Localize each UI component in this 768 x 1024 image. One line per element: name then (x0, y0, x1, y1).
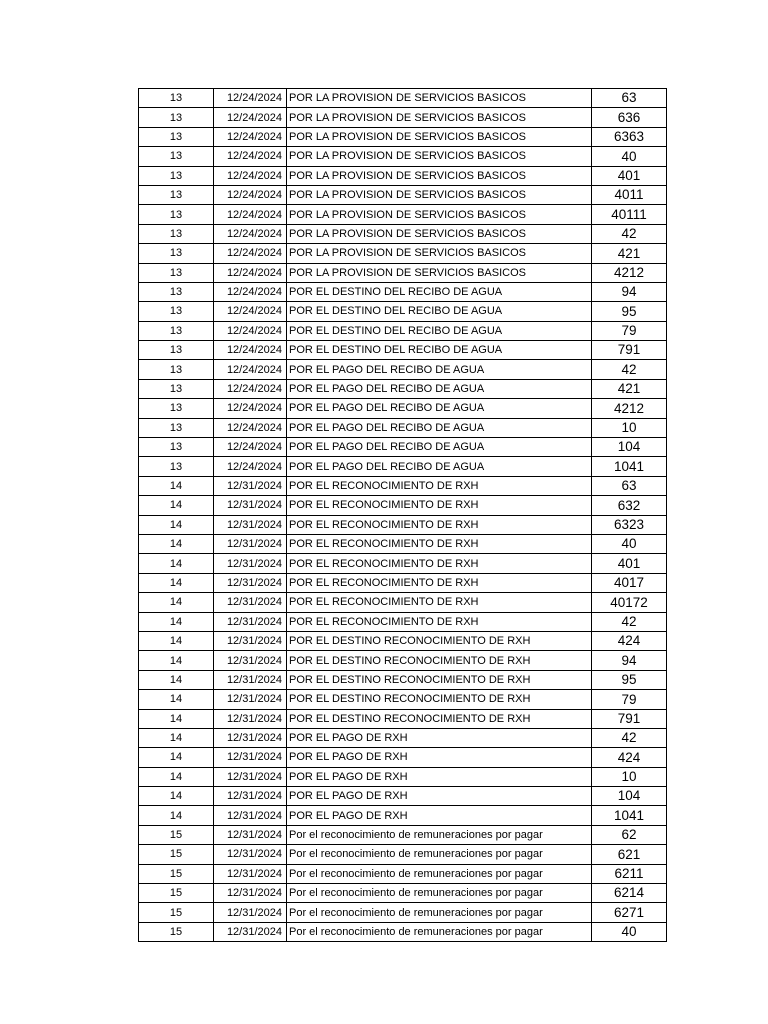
date-cell: 12/24/2024 (214, 457, 287, 476)
date-cell: 12/24/2024 (214, 360, 287, 379)
table-row (139, 438, 667, 457)
table-row (139, 728, 667, 747)
date-cell: 12/31/2024 (214, 903, 287, 922)
account-cell: 791 (592, 709, 667, 728)
entry-number-cell: 14 (139, 651, 214, 670)
account-cell: 6323 (592, 515, 667, 534)
description-cell: POR EL DESTINO RECONOCIMIENTO DE RXH (287, 670, 592, 689)
account-cell: 42 (592, 360, 667, 379)
date-cell: 12/24/2024 (214, 341, 287, 360)
account-cell: 636 (592, 108, 667, 127)
table-row (139, 108, 667, 127)
account-cell: 95 (592, 302, 667, 321)
entry-number-cell: 13 (139, 457, 214, 476)
entry-number-cell: 13 (139, 89, 214, 108)
account-cell: 63 (592, 476, 667, 495)
date-cell: 12/31/2024 (214, 922, 287, 941)
description-cell: Por el reconocimiento de remuneraciones por pagar (287, 922, 592, 941)
date-cell: 12/24/2024 (214, 224, 287, 243)
date-cell: 12/31/2024 (214, 825, 287, 844)
description-cell: POR LA PROVISION DE SERVICIOS BASICOS (287, 224, 592, 243)
entry-number-cell: 14 (139, 554, 214, 573)
date-cell: 12/31/2024 (214, 845, 287, 864)
table-row (139, 573, 667, 592)
date-cell: 12/24/2024 (214, 302, 287, 321)
table-row (139, 884, 667, 903)
entry-number-cell: 14 (139, 476, 214, 495)
account-cell: 40 (592, 534, 667, 553)
entry-number-cell: 14 (139, 612, 214, 631)
description-cell: POR LA PROVISION DE SERVICIOS BASICOS (287, 147, 592, 166)
date-cell: 12/24/2024 (214, 185, 287, 204)
table-row (139, 825, 667, 844)
entry-number-cell: 14 (139, 631, 214, 650)
entry-number-cell: 15 (139, 864, 214, 883)
description-cell: POR EL PAGO DE RXH (287, 728, 592, 747)
description-cell: POR LA PROVISION DE SERVICIOS BASICOS (287, 205, 592, 224)
account-cell: 6214 (592, 884, 667, 903)
account-cell: 95 (592, 670, 667, 689)
account-cell: 4212 (592, 399, 667, 418)
table-row (139, 341, 667, 360)
account-cell: 791 (592, 341, 667, 360)
date-cell: 12/24/2024 (214, 282, 287, 301)
date-cell: 12/31/2024 (214, 884, 287, 903)
date-cell: 12/31/2024 (214, 554, 287, 573)
account-cell: 79 (592, 690, 667, 709)
table-row (139, 922, 667, 941)
entry-number-cell: 13 (139, 127, 214, 146)
table-row (139, 457, 667, 476)
entry-number-cell: 15 (139, 903, 214, 922)
table-row (139, 496, 667, 515)
description-cell: POR EL PAGO DE RXH (287, 787, 592, 806)
description-cell: POR EL DESTINO DEL RECIBO DE AGUA (287, 321, 592, 340)
date-cell: 12/31/2024 (214, 515, 287, 534)
table-row (139, 845, 667, 864)
table-row (139, 670, 667, 689)
table-row (139, 263, 667, 282)
description-cell: POR LA PROVISION DE SERVICIOS BASICOS (287, 185, 592, 204)
description-cell: POR EL RECONOCIMIENTO DE RXH (287, 573, 592, 592)
account-cell: 4017 (592, 573, 667, 592)
date-cell: 12/31/2024 (214, 787, 287, 806)
table-row (139, 748, 667, 767)
account-cell: 42 (592, 612, 667, 631)
entry-number-cell: 13 (139, 399, 214, 418)
account-cell: 621 (592, 845, 667, 864)
account-cell: 104 (592, 787, 667, 806)
entry-number-cell: 13 (139, 185, 214, 204)
entry-number-cell: 13 (139, 418, 214, 437)
entry-number-cell: 13 (139, 205, 214, 224)
date-cell: 12/24/2024 (214, 89, 287, 108)
account-cell: 10 (592, 767, 667, 786)
account-cell: 40 (592, 147, 667, 166)
table-row (139, 282, 667, 301)
description-cell: POR EL PAGO DE RXH (287, 748, 592, 767)
account-cell: 6271 (592, 903, 667, 922)
table-row (139, 709, 667, 728)
account-cell: 94 (592, 282, 667, 301)
table-row (139, 147, 667, 166)
table-row (139, 767, 667, 786)
entry-number-cell: 15 (139, 825, 214, 844)
account-cell: 63 (592, 89, 667, 108)
description-cell: POR EL RECONOCIMIENTO DE RXH (287, 515, 592, 534)
account-cell: 40111 (592, 205, 667, 224)
entry-number-cell: 15 (139, 922, 214, 941)
table-row (139, 593, 667, 612)
account-cell: 62 (592, 825, 667, 844)
account-cell: 94 (592, 651, 667, 670)
account-cell: 1041 (592, 806, 667, 825)
date-cell: 12/31/2024 (214, 806, 287, 825)
account-cell: 424 (592, 631, 667, 650)
description-cell: POR EL PAGO DE RXH (287, 767, 592, 786)
date-cell: 12/31/2024 (214, 864, 287, 883)
description-cell: POR EL PAGO DEL RECIBO DE AGUA (287, 360, 592, 379)
description-cell: POR EL DESTINO RECONOCIMIENTO DE RXH (287, 631, 592, 650)
description-cell: POR LA PROVISION DE SERVICIOS BASICOS (287, 244, 592, 263)
account-cell: 79 (592, 321, 667, 340)
description-cell: POR EL PAGO DEL RECIBO DE AGUA (287, 399, 592, 418)
entry-number-cell: 15 (139, 845, 214, 864)
entry-number-cell: 14 (139, 670, 214, 689)
entry-number-cell: 14 (139, 690, 214, 709)
ledger-table-body (139, 89, 667, 942)
entry-number-cell: 13 (139, 341, 214, 360)
account-cell: 401 (592, 166, 667, 185)
account-cell: 4011 (592, 185, 667, 204)
date-cell: 12/24/2024 (214, 418, 287, 437)
table-row (139, 205, 667, 224)
entry-number-cell: 14 (139, 534, 214, 553)
account-cell: 6363 (592, 127, 667, 146)
description-cell: POR EL DESTINO DEL RECIBO DE AGUA (287, 282, 592, 301)
entry-number-cell: 14 (139, 767, 214, 786)
account-cell: 424 (592, 748, 667, 767)
description-cell: POR LA PROVISION DE SERVICIOS BASICOS (287, 89, 592, 108)
entry-number-cell: 14 (139, 496, 214, 515)
ledger-table (138, 88, 667, 942)
table-row (139, 185, 667, 204)
table-row (139, 534, 667, 553)
entry-number-cell: 14 (139, 787, 214, 806)
date-cell: 12/31/2024 (214, 748, 287, 767)
date-cell: 12/31/2024 (214, 651, 287, 670)
date-cell: 12/24/2024 (214, 108, 287, 127)
date-cell: 12/31/2024 (214, 496, 287, 515)
table-row (139, 612, 667, 631)
entry-number-cell: 13 (139, 379, 214, 398)
description-cell: POR EL DESTINO RECONOCIMIENTO DE RXH (287, 651, 592, 670)
description-cell: Por el reconocimiento de remuneraciones por pagar (287, 825, 592, 844)
account-cell: 1041 (592, 457, 667, 476)
description-cell: POR LA PROVISION DE SERVICIOS BASICOS (287, 108, 592, 127)
entry-number-cell: 13 (139, 263, 214, 282)
table-row (139, 418, 667, 437)
account-cell: 42 (592, 728, 667, 747)
table-row (139, 864, 667, 883)
table-row (139, 631, 667, 650)
date-cell: 12/31/2024 (214, 534, 287, 553)
entry-number-cell: 14 (139, 593, 214, 612)
date-cell: 12/31/2024 (214, 690, 287, 709)
table-row (139, 554, 667, 573)
table-row (139, 806, 667, 825)
table-row (139, 690, 667, 709)
table-row (139, 127, 667, 146)
description-cell: Por el reconocimiento de remuneraciones por pagar (287, 903, 592, 922)
date-cell: 12/24/2024 (214, 166, 287, 185)
date-cell: 12/24/2024 (214, 321, 287, 340)
date-cell: 12/24/2024 (214, 399, 287, 418)
date-cell: 12/31/2024 (214, 728, 287, 747)
description-cell: POR EL RECONOCIMIENTO DE RXH (287, 612, 592, 631)
date-cell: 12/24/2024 (214, 244, 287, 263)
description-cell: POR EL DESTINO DEL RECIBO DE AGUA (287, 302, 592, 321)
date-cell: 12/31/2024 (214, 631, 287, 650)
account-cell: 40172 (592, 593, 667, 612)
ledger-sheet (138, 88, 665, 942)
table-row (139, 244, 667, 263)
account-cell: 104 (592, 438, 667, 457)
account-cell: 40 (592, 922, 667, 941)
entry-number-cell: 13 (139, 224, 214, 243)
table-row (139, 360, 667, 379)
date-cell: 12/24/2024 (214, 147, 287, 166)
description-cell: Por el reconocimiento de remuneraciones por pagar (287, 884, 592, 903)
account-cell: 6211 (592, 864, 667, 883)
table-row (139, 89, 667, 108)
table-row (139, 515, 667, 534)
account-cell: 42 (592, 224, 667, 243)
table-row (139, 903, 667, 922)
account-cell: 421 (592, 244, 667, 263)
entry-number-cell: 13 (139, 108, 214, 127)
description-cell: POR LA PROVISION DE SERVICIOS BASICOS (287, 127, 592, 146)
description-cell: POR EL DESTINO DEL RECIBO DE AGUA (287, 341, 592, 360)
entry-number-cell: 13 (139, 147, 214, 166)
table-row (139, 787, 667, 806)
entry-number-cell: 13 (139, 282, 214, 301)
table-row (139, 379, 667, 398)
description-cell: POR EL PAGO DEL RECIBO DE AGUA (287, 457, 592, 476)
entry-number-cell: 13 (139, 360, 214, 379)
entry-number-cell: 14 (139, 709, 214, 728)
entry-number-cell: 14 (139, 806, 214, 825)
description-cell: POR EL RECONOCIMIENTO DE RXH (287, 554, 592, 573)
date-cell: 12/24/2024 (214, 263, 287, 282)
description-cell: Por el reconocimiento de remuneraciones por pagar (287, 845, 592, 864)
table-row (139, 166, 667, 185)
date-cell: 12/24/2024 (214, 205, 287, 224)
entry-number-cell: 14 (139, 728, 214, 747)
description-cell: POR EL PAGO DE RXH (287, 806, 592, 825)
description-cell: POR EL RECONOCIMIENTO DE RXH (287, 496, 592, 515)
date-cell: 12/31/2024 (214, 573, 287, 592)
date-cell: 12/31/2024 (214, 476, 287, 495)
date-cell: 12/31/2024 (214, 767, 287, 786)
table-row (139, 224, 667, 243)
account-cell: 421 (592, 379, 667, 398)
entry-number-cell: 14 (139, 573, 214, 592)
account-cell: 10 (592, 418, 667, 437)
account-cell: 4212 (592, 263, 667, 282)
entry-number-cell: 13 (139, 321, 214, 340)
entry-number-cell: 14 (139, 515, 214, 534)
description-cell: POR LA PROVISION DE SERVICIOS BASICOS (287, 166, 592, 185)
account-cell: 401 (592, 554, 667, 573)
description-cell: POR EL RECONOCIMIENTO DE RXH (287, 534, 592, 553)
entry-number-cell: 14 (139, 748, 214, 767)
description-cell: POR EL DESTINO RECONOCIMIENTO DE RXH (287, 709, 592, 728)
table-row (139, 651, 667, 670)
date-cell: 12/31/2024 (214, 593, 287, 612)
date-cell: 12/31/2024 (214, 670, 287, 689)
date-cell: 12/31/2024 (214, 612, 287, 631)
table-row (139, 476, 667, 495)
date-cell: 12/24/2024 (214, 438, 287, 457)
entry-number-cell: 13 (139, 302, 214, 321)
description-cell: POR EL RECONOCIMIENTO DE RXH (287, 476, 592, 495)
entry-number-cell: 13 (139, 244, 214, 263)
table-row (139, 321, 667, 340)
date-cell: 12/24/2024 (214, 127, 287, 146)
table-row (139, 302, 667, 321)
description-cell: POR LA PROVISION DE SERVICIOS BASICOS (287, 263, 592, 282)
table-row (139, 399, 667, 418)
description-cell: POR EL DESTINO RECONOCIMIENTO DE RXH (287, 690, 592, 709)
entry-number-cell: 13 (139, 166, 214, 185)
date-cell: 12/24/2024 (214, 379, 287, 398)
entry-number-cell: 13 (139, 438, 214, 457)
description-cell: POR EL PAGO DEL RECIBO DE AGUA (287, 379, 592, 398)
description-cell: POR EL RECONOCIMIENTO DE RXH (287, 593, 592, 612)
description-cell: POR EL PAGO DEL RECIBO DE AGUA (287, 438, 592, 457)
entry-number-cell: 15 (139, 884, 214, 903)
date-cell: 12/31/2024 (214, 709, 287, 728)
description-cell: Por el reconocimiento de remuneraciones por pagar (287, 864, 592, 883)
description-cell: POR EL PAGO DEL RECIBO DE AGUA (287, 418, 592, 437)
account-cell: 632 (592, 496, 667, 515)
